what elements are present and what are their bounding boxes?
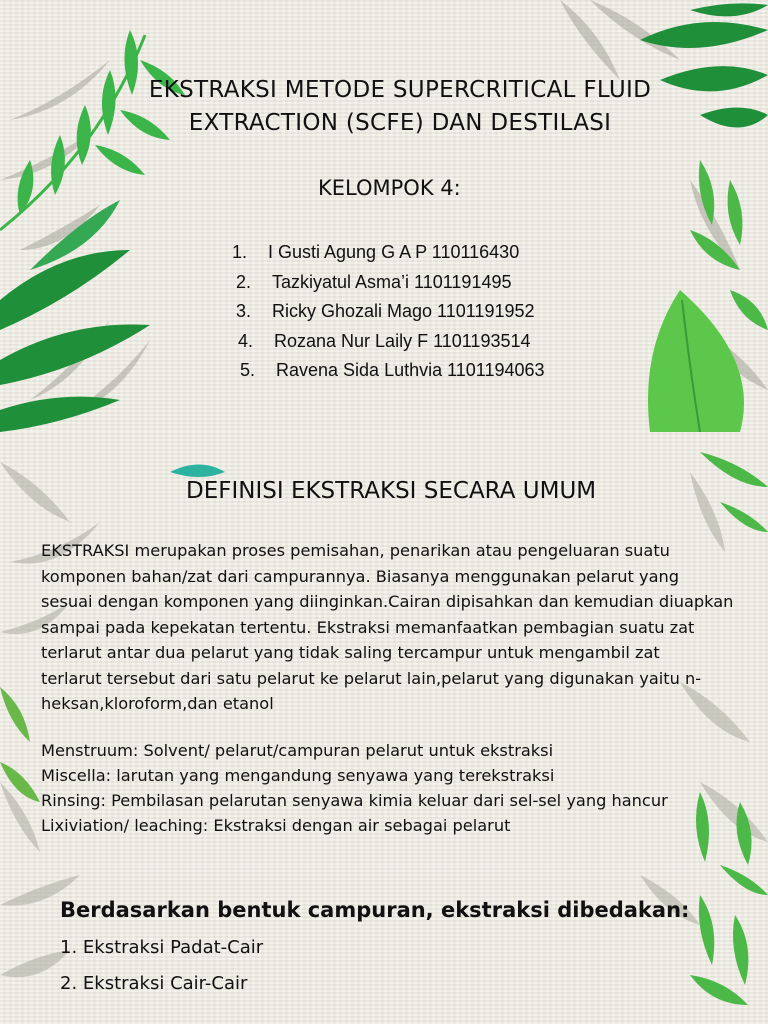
- paragraph-line: terlarut antar dua pelarut yang tidak saling tercampur untuk mengambil zat: [41, 643, 660, 662]
- term-item: Rinsing: Pembilasan pelarutan senyawa kimia keluar dari sel-sel yang hancur: [41, 791, 668, 810]
- member-name: I Gusti Agung G A P 110116430: [268, 242, 520, 262]
- term-item: Miscella: larutan yang mengandung senyawa yang terekstraksi: [41, 766, 555, 785]
- term-list: [41, 738, 668, 838]
- green-leaf-icon: [0, 687, 40, 802]
- paragraph-line: heksan,kloroform,dan etanol: [41, 694, 274, 713]
- term-item: Lixiviation/ leaching: Ekstraksi dengan air sebagai pelarut: [41, 816, 511, 835]
- list-item: [228, 301, 545, 331]
- list-number: 2.: [236, 271, 252, 292]
- member-list: [228, 242, 545, 390]
- section-title: DEFINISI EKSTRAKSI SECARA UMUM: [186, 478, 597, 504]
- group-label: KELOMPOK 4:: [318, 176, 461, 200]
- list-number: 3.: [236, 301, 252, 321]
- paragraph-line: sesuai dengan komponen yang diinginkan.Cairan dipisahkan dan kemudian diuapkan: [41, 592, 734, 611]
- member-name: Ricky Ghozali Mago 1101191952: [272, 301, 535, 321]
- large-leaf-icon: [0, 250, 150, 432]
- slide-title: [0, 0, 768, 432]
- paragraph-line: terlarut tersebut dari satu pelarut ke pelarut lain,pelarut yang digunakan yaitu n-: [41, 668, 702, 688]
- member-name: Tazkiyatul Asma’i 1101191495: [272, 271, 512, 292]
- paragraph-line: sampai pada kepekatan tertentu. Ekstraksi memanfaatkan pembagian suatu zat: [41, 617, 695, 637]
- list-number: 4.: [238, 330, 254, 351]
- list-item: [228, 272, 545, 302]
- type-list: [60, 937, 263, 1009]
- list-item: [228, 242, 545, 272]
- brush-stroke-icon: [170, 465, 225, 478]
- paragraph-line: komponen bahan/zat dari campurannya. Biasanya menggunakan pelarut yang: [41, 566, 680, 586]
- title-line: EXTRACTION (SCFE) DAN DESTILASI: [188, 110, 612, 136]
- list-item: 2. Ekstraksi Cair-Cair: [60, 973, 248, 994]
- green-leaf-icon: [690, 865, 768, 1005]
- presentation-title: [100, 74, 700, 140]
- section-title: Berdasarkan bentuk campuran, ekstraksi dibedakan:: [60, 898, 690, 922]
- title-line: EKSTRAKSI METODE SUPERCRITICAL FLUID: [148, 77, 652, 103]
- list-number: 5.: [240, 360, 256, 380]
- paragraph-line: EKSTRAKSI merupakan proses pemisahan, penarikan atau pengeluaran suatu: [41, 541, 670, 560]
- list-item: [228, 331, 545, 361]
- term-item: Menstruum: Solvent/ pelarut/campuran pelarut untuk ekstraksi: [41, 741, 554, 760]
- list-item: [228, 360, 545, 390]
- member-name: Ravena Sida Luthvia 1101194063: [276, 360, 545, 380]
- slide-definition: [0, 432, 768, 865]
- list-number: 1.: [232, 242, 248, 262]
- member-name: Rozana Nur Laily F 1101193514: [274, 330, 531, 351]
- slide-types: [0, 865, 768, 1024]
- definition-paragraph: [41, 538, 765, 717]
- list-item: 1. Ekstraksi Padat-Cair: [60, 937, 264, 958]
